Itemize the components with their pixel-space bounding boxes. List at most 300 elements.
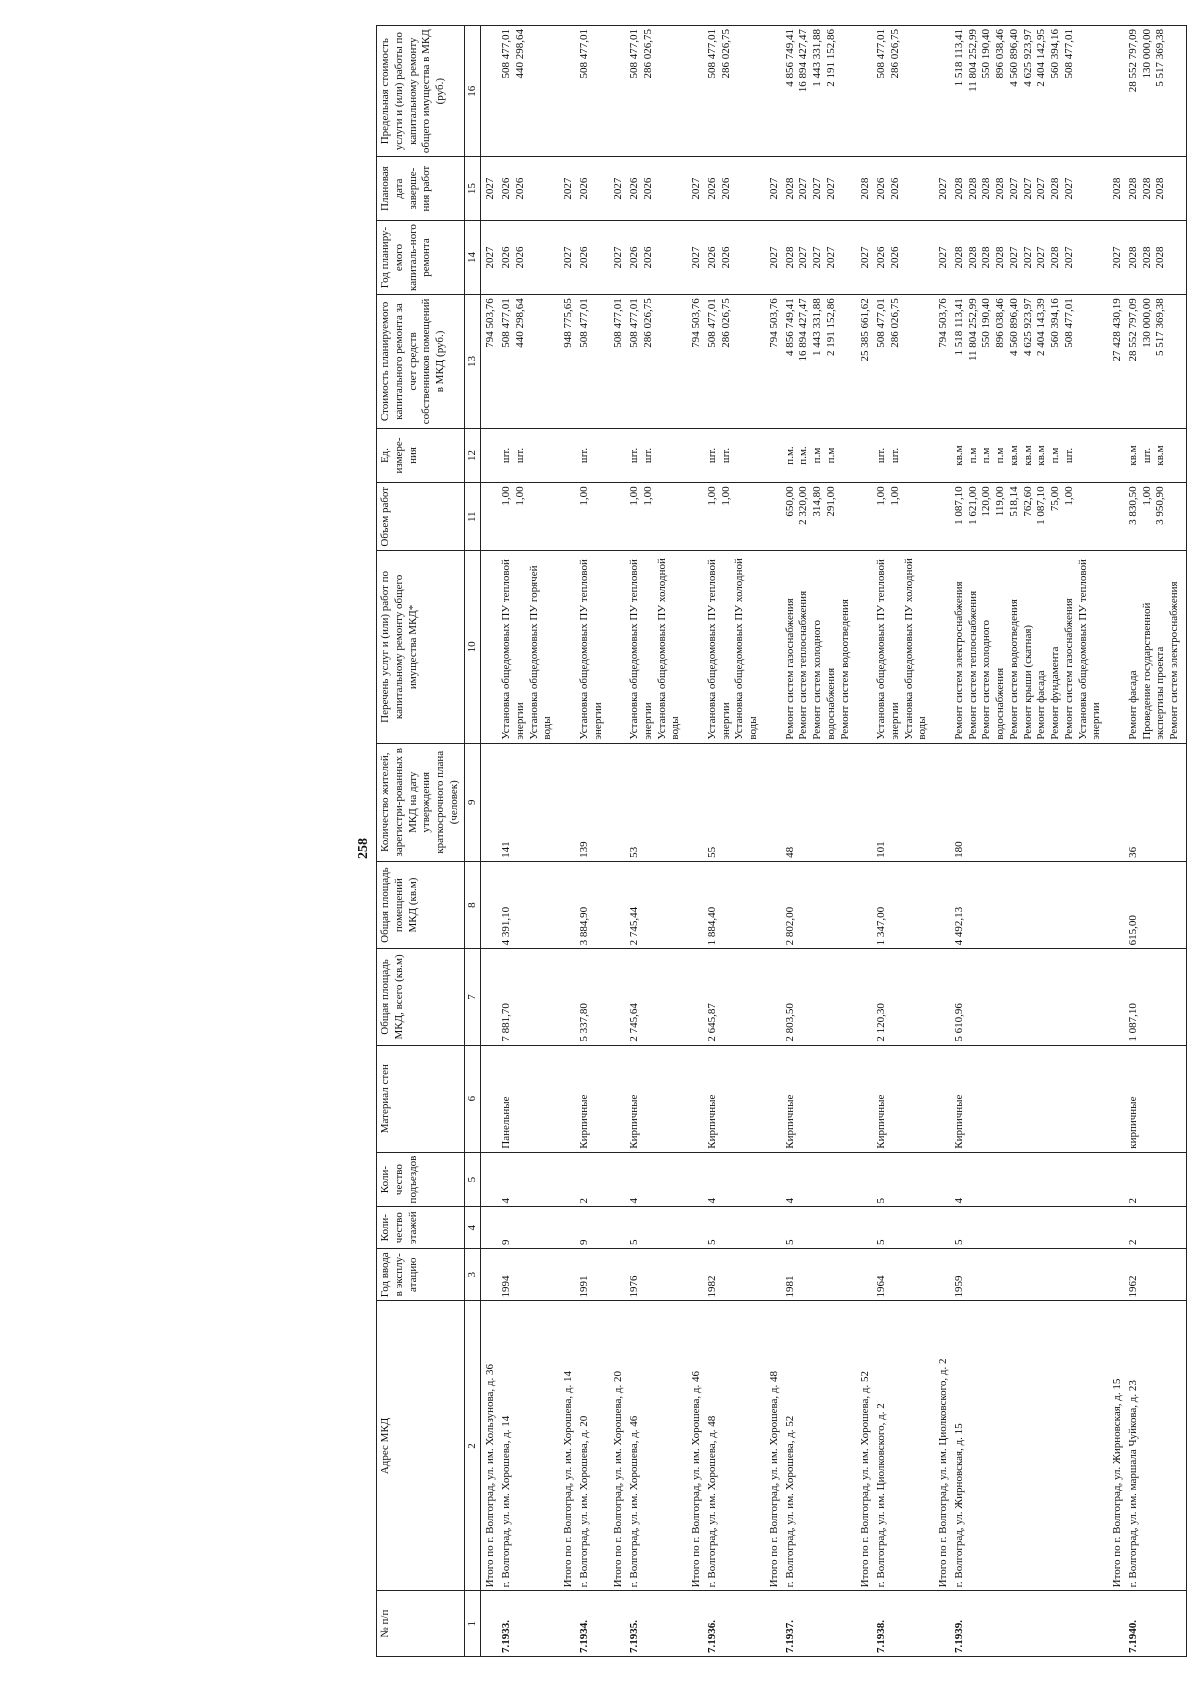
cell-empty <box>687 743 704 861</box>
cell-empty <box>1108 483 1125 551</box>
cell-empty <box>1108 428 1125 483</box>
total-year: 2027 <box>559 220 576 294</box>
total-row <box>856 26 873 1657</box>
column-number-14: 14 <box>464 220 481 294</box>
cell-empty <box>559 1045 576 1152</box>
repair-year-line: 2028 <box>1126 246 1139 269</box>
works-line: Проведение государственной экспертизы проекта <box>1140 602 1167 740</box>
cost-limit-line: 896 038,46 <box>994 29 1006 79</box>
cell-index <box>481 1591 498 1657</box>
cell-empty <box>609 861 626 949</box>
completion-date-line: 2026 <box>719 177 732 200</box>
cell-empty <box>481 26 498 157</box>
cell-empty <box>559 1249 576 1302</box>
completion-date-line: 2028 <box>980 177 993 200</box>
header-cell-5: Коли-чество подъездов <box>377 1152 465 1207</box>
units-line: кв.м <box>952 445 965 466</box>
cost-limit-line: 508 477,01 <box>1062 29 1075 79</box>
cost-limit-line: 130 000,00 <box>1140 29 1153 79</box>
cell-empty <box>559 1207 576 1249</box>
cell-index <box>934 1591 951 1657</box>
cell-empty <box>481 1152 498 1207</box>
column-number-4: 4 <box>464 1207 481 1249</box>
total-label: Итого по г. Волгоград, ул. им. Хользунова, д. 36 <box>481 1301 498 1591</box>
cell-empty <box>765 1249 782 1302</box>
repair-year <box>873 220 934 294</box>
column-number-10: 10 <box>464 551 481 744</box>
cost-line: 286 026,75 <box>641 298 654 348</box>
cell-empty <box>687 1207 704 1249</box>
cell-index <box>609 1591 626 1657</box>
cost-limit-line: 508 477,01 <box>577 29 590 79</box>
cell-empty <box>934 428 951 483</box>
cell-empty <box>609 428 626 483</box>
completion-date-line: 2028 <box>1140 177 1153 200</box>
total-cost: 25 385 661,62 <box>856 295 873 428</box>
works-line: Установка общедомовых ПУ тепловой энергии <box>875 559 901 740</box>
volume <box>576 483 610 551</box>
volume-line: 1,00 <box>641 486 654 506</box>
works <box>498 551 559 744</box>
cell-empty <box>559 1152 576 1207</box>
cost-line: 560 394,16 <box>1049 298 1061 348</box>
header-cell-10: Перечень услуг и (или) работ по капитальному ремонту общего имущества МКД* <box>377 551 465 744</box>
cell-empty <box>609 1045 626 1152</box>
repair-year-line: 2027 <box>797 246 810 269</box>
repair-year-line: 2027 <box>1007 246 1020 269</box>
repair-year-line: 2028 <box>1154 246 1167 269</box>
volume-line: 1,00 <box>513 486 526 506</box>
cost-limit-line: 550 190,40 <box>980 29 993 79</box>
table-row <box>782 26 857 1657</box>
address: г. Волгоград, ул. им. Хорошева, д. 46 <box>626 1301 687 1591</box>
cost-limit <box>576 26 610 157</box>
cell-empty <box>765 551 782 744</box>
header-cell-8: Общая площадь помещений МКД (кв.м) <box>377 861 465 949</box>
cost-line: 4 625 923,97 <box>1021 298 1034 356</box>
address: г. Волгоград, ул. им. маршала Чуйкова, д. 23 <box>1125 1301 1187 1591</box>
entrances: 4 <box>626 1152 687 1207</box>
cost-limit <box>704 26 765 157</box>
total-cost: 948 775,65 <box>559 295 576 428</box>
works-line: Ремонт фасада <box>1126 670 1139 740</box>
works-line: Ремонт систем водоотведения <box>1007 599 1020 740</box>
cell-empty <box>481 551 498 744</box>
cost-limit <box>626 26 687 157</box>
cost-limit <box>782 26 857 157</box>
cell-empty <box>856 483 873 551</box>
header-cell-12: Ед. измере-ния <box>377 428 465 483</box>
cost-limit-line: 286 026,75 <box>719 29 732 79</box>
cell-empty <box>609 26 626 157</box>
completion-date-line: 2026 <box>888 177 901 200</box>
completion-date-line: 2026 <box>628 177 640 200</box>
cost <box>626 295 687 428</box>
works-line: Ремонт крыши (скатная) <box>1021 624 1034 740</box>
volume-line: 1 087,10 <box>952 486 965 525</box>
address: г. Волгоград, ул. им. Хорошева, д. 48 <box>704 1301 765 1591</box>
total-cost: 794 503,76 <box>934 295 951 428</box>
cost-line: 2 404 143,39 <box>1035 298 1048 356</box>
completion-date <box>873 157 934 220</box>
area-rooms: 2 802,00 <box>782 861 857 949</box>
cost-limit-line: 4 856 749,41 <box>783 29 796 87</box>
volume-line: 119,00 <box>994 486 1006 517</box>
cost-limit <box>498 26 559 157</box>
volume-line: 1,00 <box>500 486 512 506</box>
units <box>782 428 857 483</box>
repair-year-line: 2028 <box>994 246 1006 269</box>
total-label: Итого по г. Волгоград, ул. им. Хорошева, д. 20 <box>609 1301 626 1591</box>
cell-empty <box>856 428 873 483</box>
cell-empty <box>765 26 782 157</box>
wall-material: Кирпичные <box>704 1045 765 1152</box>
cell-empty <box>856 949 873 1045</box>
cost-limit-line: 560 394,16 <box>1049 29 1061 79</box>
entrances: 2 <box>1125 1152 1187 1207</box>
works <box>704 551 765 744</box>
works-line: Ремонт фасада <box>1035 670 1048 740</box>
cell-empty <box>765 428 782 483</box>
total-row <box>765 26 782 1657</box>
cell-empty <box>1108 1249 1125 1302</box>
area-rooms: 1 347,00 <box>873 861 934 949</box>
wall-material: Кирпичные <box>873 1045 934 1152</box>
cell-empty <box>934 551 951 744</box>
total-date: 2028 <box>856 157 873 220</box>
volume <box>704 483 765 551</box>
repair-year-line: 2026 <box>719 246 732 269</box>
row-number: 7.1938. <box>873 1591 934 1657</box>
cell-empty <box>856 1045 873 1152</box>
cell-empty <box>934 949 951 1045</box>
cost-limit-line: 508 477,01 <box>875 29 887 79</box>
repair-year-line: 2026 <box>513 246 526 269</box>
row-number: 7.1939. <box>951 1591 1108 1657</box>
cell-empty <box>1108 1045 1125 1152</box>
works-line: Ремонт систем газоснабжения <box>783 598 796 740</box>
cell-empty <box>856 743 873 861</box>
volume-line: 1,00 <box>1062 486 1075 506</box>
residents: 101 <box>873 743 934 861</box>
address: г. Волгоград, ул. им. Циолковского, д. 2 <box>873 1301 934 1591</box>
residents: 55 <box>704 743 765 861</box>
works <box>782 551 857 744</box>
total-date: 2027 <box>765 157 782 220</box>
cell-empty <box>765 861 782 949</box>
cost-line: 5 517 369,38 <box>1154 298 1167 356</box>
cell-empty <box>1108 949 1125 1045</box>
residents: 139 <box>576 743 610 861</box>
volume <box>626 483 687 551</box>
completion-date-line: 2026 <box>577 177 590 200</box>
volume-line: 1,00 <box>577 486 590 506</box>
works <box>576 551 610 744</box>
row-number: 7.1935. <box>626 1591 687 1657</box>
column-number-5: 5 <box>464 1152 481 1207</box>
repair-year-line: 2027 <box>1021 246 1034 269</box>
cell-empty <box>559 428 576 483</box>
column-number-11: 11 <box>464 483 481 551</box>
table-header <box>377 26 481 1657</box>
repair-year-line: 2028 <box>952 246 965 269</box>
floors: 5 <box>626 1207 687 1249</box>
residents: 36 <box>1125 743 1187 861</box>
cell-empty <box>765 949 782 1045</box>
volume-line: 1 621,00 <box>966 486 979 525</box>
repair-year <box>782 220 857 294</box>
cost-line: 11 804 252,99 <box>966 298 979 362</box>
address: г. Волгоград, ул. им. Хорошева, д. 20 <box>576 1301 610 1591</box>
cell-empty <box>609 1249 626 1302</box>
area-rooms: 4 391,10 <box>498 861 559 949</box>
cost-limit-line: 4 625 923,97 <box>1021 29 1034 87</box>
completion-date-line: 2027 <box>1007 177 1020 200</box>
year-built: 1981 <box>782 1249 857 1302</box>
works-line: Ремонт систем холодного водоснабжения <box>980 620 1006 740</box>
cost-limit-line: 286 026,75 <box>641 29 654 79</box>
volume <box>498 483 559 551</box>
column-number-9: 9 <box>464 743 481 861</box>
cell-empty <box>609 743 626 861</box>
total-cost: 27 428 430,19 <box>1108 295 1125 428</box>
entrances: 4 <box>498 1152 559 1207</box>
cost-line: 286 026,75 <box>719 298 732 348</box>
total-date: 2027 <box>609 157 626 220</box>
works-line: Ремонт систем газоснабжения <box>1062 598 1075 740</box>
repair-year-line: 2028 <box>783 246 796 269</box>
cost-limit-line: 286 026,75 <box>888 29 901 79</box>
volume <box>873 483 934 551</box>
completion-date-line: 2028 <box>1049 177 1061 200</box>
completion-date-line: 2026 <box>875 177 887 200</box>
total-row <box>559 26 576 1657</box>
address: г. Волгоград, ул. им. Хорошева, д. 14 <box>498 1301 559 1591</box>
header-cell-15: Плановая дата заверше-ния работ <box>377 157 465 220</box>
header-cell-3: Год ввода в эксплу-атацию <box>377 1249 465 1302</box>
area-total: 5 337,80 <box>576 949 610 1045</box>
table-row <box>1125 26 1187 1657</box>
units-line: шт. <box>513 447 526 464</box>
repair-year-line: 2026 <box>500 246 512 269</box>
units <box>873 428 934 483</box>
area-total: 2 645,87 <box>704 949 765 1045</box>
cost-limit-line: 28 552 797,09 <box>1126 29 1139 93</box>
units-line: п.м <box>980 447 993 464</box>
cell-empty <box>1108 743 1125 861</box>
completion-date-line: 2028 <box>1154 177 1167 200</box>
repair-year-line: 2026 <box>628 246 640 269</box>
units-line: п.м <box>811 447 823 464</box>
cell-empty <box>934 26 951 157</box>
repair-year <box>576 220 610 294</box>
total-row <box>481 26 498 1657</box>
cost-limit-line: 16 894 427,47 <box>797 29 810 93</box>
units-line: шт. <box>1062 447 1075 464</box>
cell-empty <box>934 1207 951 1249</box>
area-rooms: 3 884,90 <box>576 861 610 949</box>
total-year: 2027 <box>687 220 704 294</box>
year-built: 1964 <box>873 1249 934 1302</box>
wall-material: Кирпичные <box>782 1045 857 1152</box>
completion-date-line: 2028 <box>952 177 965 200</box>
table-row <box>704 26 765 1657</box>
column-number-7: 7 <box>464 949 481 1045</box>
units <box>576 428 610 483</box>
units-line: кв.м <box>1007 445 1020 466</box>
volume-line: 1,00 <box>719 486 732 506</box>
total-label: Итого по г. Волгоград, ул. Жирновская, д. 15 <box>1108 1301 1125 1591</box>
volume-line: 291,00 <box>824 486 837 517</box>
cost-line: 550 190,40 <box>980 298 993 348</box>
volume-line: 3 950,90 <box>1154 486 1167 525</box>
units-line: шт. <box>705 447 718 464</box>
cell-empty <box>481 743 498 861</box>
cell-empty <box>934 861 951 949</box>
units-line: п.м. <box>783 446 796 465</box>
cost-limit-line: 440 298,64 <box>513 29 526 79</box>
cell-empty <box>934 483 951 551</box>
completion-date <box>704 157 765 220</box>
column-number-13: 13 <box>464 295 481 428</box>
cell-empty <box>856 861 873 949</box>
cost-limit-line: 4 560 896,40 <box>1007 29 1020 87</box>
cell-empty <box>687 483 704 551</box>
cell-empty <box>609 949 626 1045</box>
units <box>704 428 765 483</box>
completion-date-line: 2027 <box>1021 177 1034 200</box>
table-row <box>498 26 559 1657</box>
repair-year <box>951 220 1108 294</box>
cost-limit-line: 508 477,01 <box>500 29 512 79</box>
total-row <box>934 26 951 1657</box>
cell-index <box>765 1591 782 1657</box>
floors: 5 <box>873 1207 934 1249</box>
area-rooms: 4 492,13 <box>951 861 1108 949</box>
cell-empty <box>934 1152 951 1207</box>
year-built: 1976 <box>626 1249 687 1302</box>
residents: 53 <box>626 743 687 861</box>
completion-date-line: 2028 <box>783 177 796 200</box>
cost-line: 896 038,46 <box>994 298 1006 348</box>
works-line: Ремонт систем водоотведения <box>838 599 851 740</box>
volume-line: 762,60 <box>1021 486 1034 517</box>
works-line: Ремонт систем теплоснабжения <box>966 590 979 740</box>
header-cell-2: Адрес МКД <box>377 1301 465 1591</box>
cost-limit-line: 2 191 152,86 <box>824 29 837 87</box>
area-total: 2 803,50 <box>782 949 857 1045</box>
cell-empty <box>687 551 704 744</box>
total-year: 2027 <box>934 220 951 294</box>
cost <box>704 295 765 428</box>
repair-year-line: 2028 <box>1049 246 1061 269</box>
repair-year <box>1125 220 1187 294</box>
units-line: п.м <box>966 447 979 464</box>
completion-date <box>626 157 687 220</box>
units-line: шт. <box>719 447 732 464</box>
total-date: 2027 <box>687 157 704 220</box>
entrances: 2 <box>576 1152 610 1207</box>
cell-empty <box>856 26 873 157</box>
completion-date-line: 2026 <box>500 177 512 200</box>
header-row <box>377 26 465 1657</box>
total-cost: 794 503,76 <box>765 295 782 428</box>
repair-year-line: 2028 <box>980 246 993 269</box>
cell-empty <box>481 1045 498 1152</box>
works-line: Ремонт систем электроснабжения <box>952 581 965 740</box>
total-date: 2027 <box>559 157 576 220</box>
volume-line: 1,00 <box>705 486 718 506</box>
cell-empty <box>934 1249 951 1302</box>
column-number-2: 2 <box>464 1301 481 1591</box>
repair-year-line: 2026 <box>641 246 654 269</box>
volume-line: 1,00 <box>628 486 640 506</box>
volume-line: 518,14 <box>1007 486 1020 517</box>
total-date: 2027 <box>934 157 951 220</box>
volume <box>1125 483 1187 551</box>
works-line: Установка общедомовых ПУ тепловой энергии <box>628 559 654 740</box>
cost-limit-line: 508 477,01 <box>628 29 640 79</box>
completion-date-line: 2027 <box>797 177 810 200</box>
total-year: 2027 <box>481 220 498 294</box>
cost <box>951 295 1108 428</box>
row-number: 7.1937. <box>782 1591 857 1657</box>
wall-material: Кирпичные <box>951 1045 1108 1152</box>
cell-empty <box>856 1249 873 1302</box>
wall-material: Панельные <box>498 1045 559 1152</box>
cost-line: 508 477,01 <box>577 298 590 348</box>
units-line: п.м <box>994 447 1006 464</box>
year-built: 1994 <box>498 1249 559 1302</box>
works-line: Установка общедомовых ПУ тепловой энергии <box>705 559 732 740</box>
header-cell-7: Общая площадь МКД, всего (кв.м) <box>377 949 465 1045</box>
units-line: шт. <box>577 447 590 464</box>
column-numbers-row <box>464 26 481 1657</box>
completion-date-line: 2026 <box>705 177 718 200</box>
works-line: Установка общедомовых ПУ тепловой энергии <box>1076 559 1103 740</box>
total-year: 2027 <box>856 220 873 294</box>
cell-empty <box>481 861 498 949</box>
cell-empty <box>687 26 704 157</box>
cost-limit-line: 508 477,01 <box>705 29 718 79</box>
cost-line: 4 856 749,41 <box>783 298 796 356</box>
cell-empty <box>609 551 626 744</box>
cell-empty <box>481 949 498 1045</box>
area-total: 5 610,96 <box>951 949 1108 1045</box>
cell-index <box>1108 1591 1125 1657</box>
year-built: 1982 <box>704 1249 765 1302</box>
cell-index <box>559 1591 576 1657</box>
cell-empty <box>765 743 782 861</box>
cell-empty <box>687 861 704 949</box>
completion-date-line: 2027 <box>811 177 823 200</box>
works-line: Установка общедомовых ПУ тепловой энергии <box>577 559 604 740</box>
units-line: шт. <box>888 447 901 464</box>
units-line: кв.м <box>1035 445 1048 466</box>
total-cost: 794 503,76 <box>481 295 498 428</box>
cost-line: 508 477,01 <box>628 298 640 348</box>
table-body <box>481 26 1187 1657</box>
cost <box>576 295 610 428</box>
units <box>498 428 559 483</box>
repair-year-line: 2028 <box>1140 246 1153 269</box>
repair-year <box>498 220 559 294</box>
works <box>873 551 934 744</box>
cell-empty <box>609 483 626 551</box>
completion-date <box>498 157 559 220</box>
cell-empty <box>559 551 576 744</box>
units-line: шт. <box>1140 447 1153 464</box>
